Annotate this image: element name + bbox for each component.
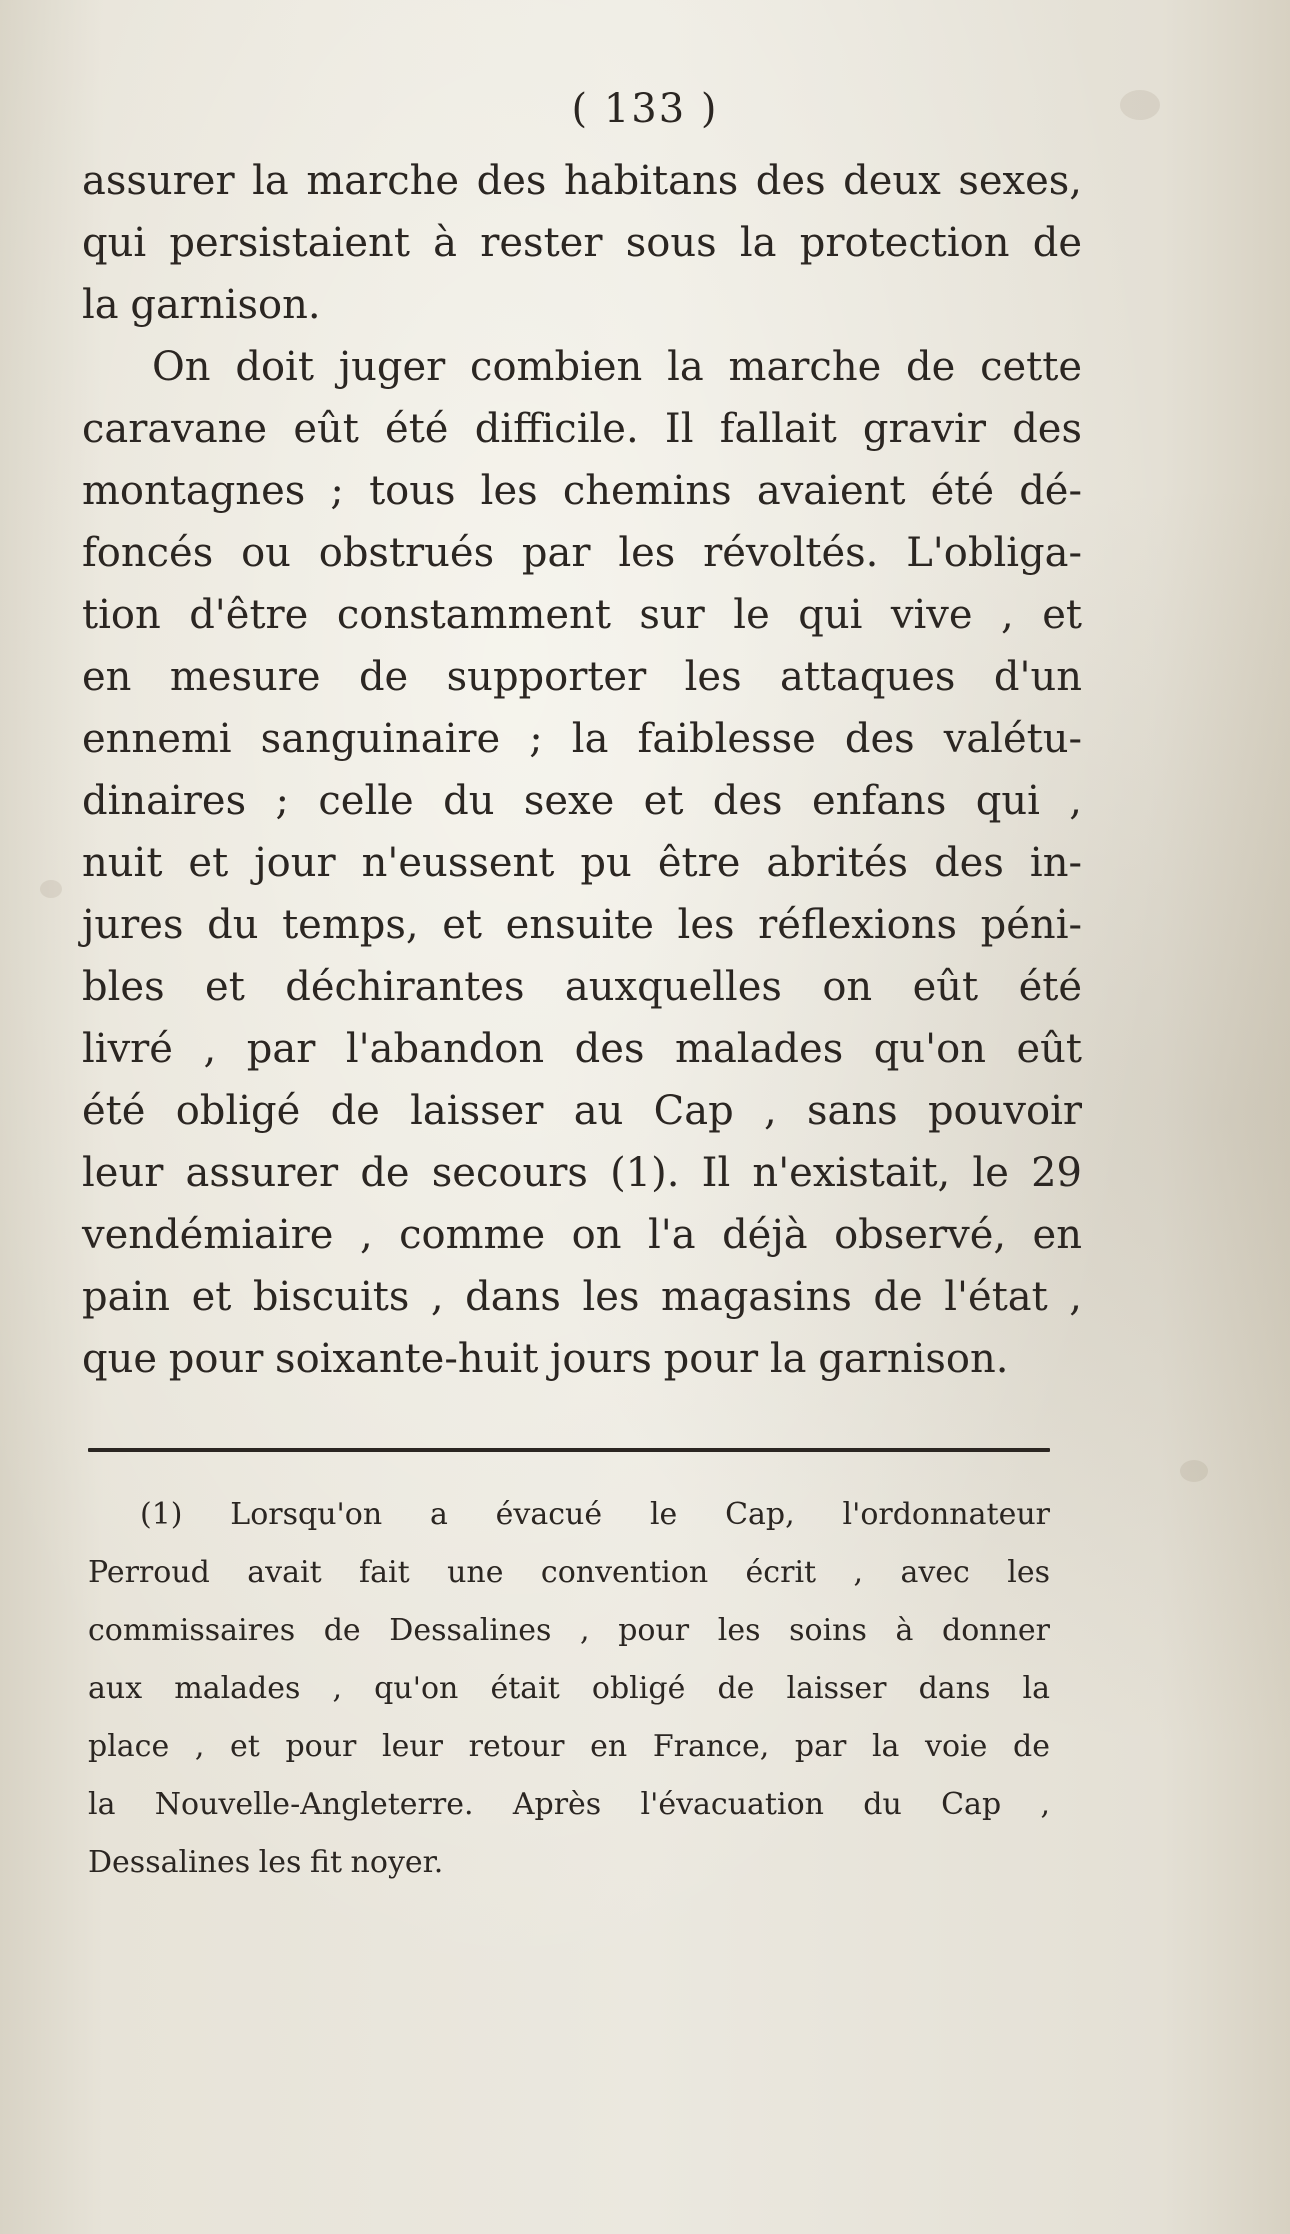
page-number: ( 133 ) xyxy=(571,86,719,132)
text-line: été obligé de laisser au Cap , sans pouvoir xyxy=(82,1088,1082,1134)
footnote-line: commissaires de Dessalines , pour les soins à donner xyxy=(88,1613,1050,1648)
text-line: caravane eût été difficile. Il fallait gravir des xyxy=(82,406,1082,452)
text-line: foncés ou obstrués par les révoltés. L'obliga- xyxy=(82,530,1082,576)
text-line: nuit et jour n'eussent pu être abrités des in- xyxy=(82,840,1082,886)
paper-stain xyxy=(40,880,62,898)
footnote-line: la Nouvelle-Angleterre. Après l'évacuation du Cap , xyxy=(88,1787,1050,1822)
text-line: montagnes ; tous les chemins avaient été dé- xyxy=(82,468,1082,514)
footnote-line: Perroud avait fait une convention écrit , avec les xyxy=(88,1555,1050,1590)
text-line: tion d'être constamment sur le qui vive , et xyxy=(82,592,1082,638)
footnote-line: (1) Lorsqu'on a évacué le Cap, l'ordonnateur xyxy=(140,1497,1050,1532)
footnote-line: place , et pour leur retour en France, par la voie de xyxy=(88,1729,1050,1764)
text-line: leur assurer de secours (1). Il n'existait, le 29 xyxy=(82,1150,1082,1196)
text-line: assurer la marche des habitans des deux sexes, xyxy=(82,158,1082,204)
text-line: jures du temps, et ensuite les réflexions péni- xyxy=(82,902,1082,948)
footnote-line: aux malades , qu'on était obligé de laisser dans la xyxy=(88,1671,1050,1706)
footnote xyxy=(88,1486,1050,1892)
text-line: qui persistaient à rester sous la protection de xyxy=(82,220,1082,266)
text-line: ennemi sanguinaire ; la faiblesse des valétu- xyxy=(82,716,1082,762)
text-line: pain et biscuits , dans les magasins de l'état , xyxy=(82,1274,1082,1320)
text-line: dinaires ; celle du sexe et des enfans qui , xyxy=(82,778,1082,824)
text-line: la garnison. xyxy=(82,282,321,328)
text-line: livré , par l'abandon des malades qu'on eût xyxy=(82,1026,1082,1072)
body-text xyxy=(82,150,1082,1390)
text-line: On doit juger combien la marche de cette xyxy=(152,344,1082,390)
paper-stain xyxy=(1180,1460,1208,1482)
text-line: bles et déchirantes auxquelles on eût été xyxy=(82,964,1082,1010)
text-line: vendémiaire , comme on l'a déjà observé, en xyxy=(82,1212,1082,1258)
footnote-line: Dessalines les fit noyer. xyxy=(88,1845,444,1880)
text-line: en mesure de supporter les attaques d'un xyxy=(82,654,1082,700)
footnote-rule xyxy=(88,1448,1050,1452)
text-line: que pour soixante-huit jours pour la garnison. xyxy=(82,1336,1009,1382)
